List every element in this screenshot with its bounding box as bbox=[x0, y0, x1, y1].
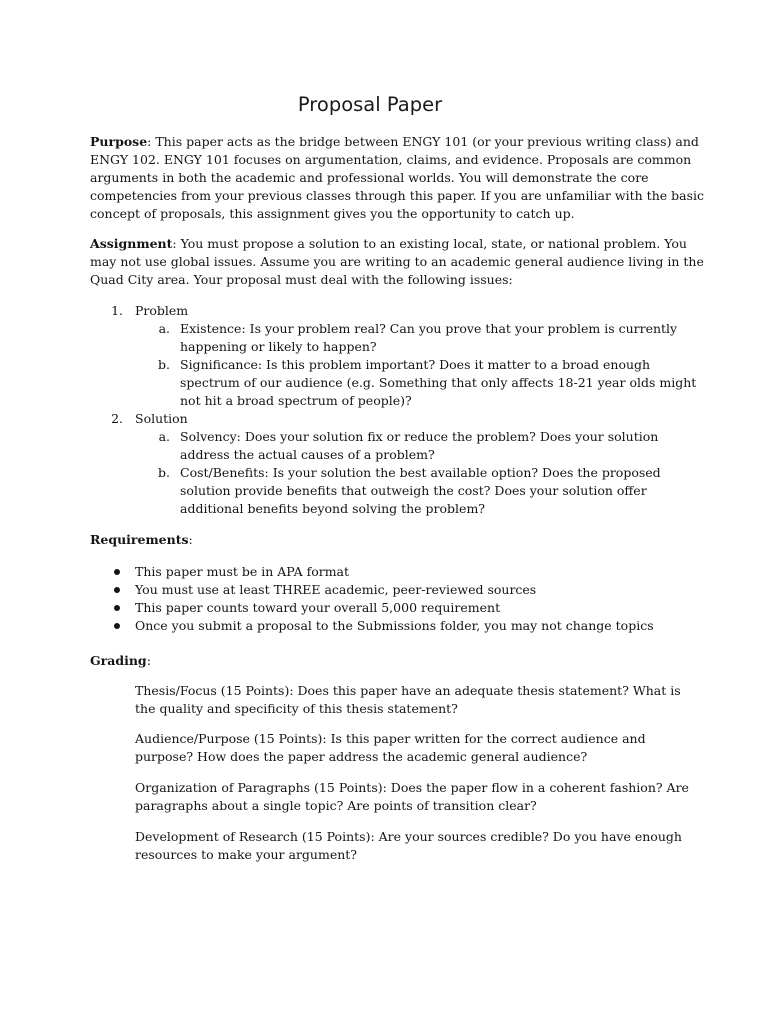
list-item-label: Problem bbox=[135, 303, 189, 318]
subitem-letter: b. bbox=[158, 357, 170, 372]
requirements-label: Requirements bbox=[90, 532, 189, 547]
subitem-text bbox=[180, 464, 700, 518]
grading-criterion-thesis bbox=[135, 682, 715, 718]
grading-heading bbox=[90, 652, 151, 670]
assignment-text: : You must propose a solution to an existing local, state, or national problem. You bbox=[172, 236, 687, 251]
assignment-paragraph bbox=[90, 235, 710, 289]
grading-criterion-organization bbox=[135, 779, 715, 815]
subitem-line: happening or likely to happen? bbox=[180, 339, 377, 354]
bullet-icon bbox=[114, 569, 120, 575]
grading-label: Grading bbox=[90, 653, 147, 668]
list-item: You must use at least THREE academic, peer-reviewed sources bbox=[135, 582, 537, 597]
list-number: 2. bbox=[111, 411, 123, 426]
subitem-line: additional benefits beyond solving the problem? bbox=[180, 501, 486, 516]
criterion-line: purpose? How does the paper address the academic general audience? bbox=[135, 749, 588, 764]
list-number: 1. bbox=[111, 303, 123, 318]
criterion-line: Development of Research (15 Points): Are your sources credible? Do you have enough bbox=[135, 829, 682, 844]
subitem-line: Cost/Benefits: Is your solution the best available option? Does the proposed bbox=[180, 465, 661, 480]
subitem-line: Existence: Is your problem real? Can you prove that your problem is currently bbox=[180, 321, 678, 336]
list-item: Once you submit a proposal to the Submissions folder, you may not change topics bbox=[135, 618, 654, 633]
assignment-line-1 bbox=[90, 235, 710, 253]
purpose-label: Purpose bbox=[90, 134, 148, 149]
assignment-label: Assignment bbox=[90, 236, 173, 251]
grading-criterion-research bbox=[135, 828, 715, 864]
purpose-line-1 bbox=[90, 133, 710, 151]
criterion-line: Thesis/Focus (15 Points): Does this paper have an adequate thesis statement? What is bbox=[135, 683, 681, 698]
subitem-line: address the actual causes of a problem? bbox=[180, 447, 435, 462]
requirements-heading bbox=[90, 531, 193, 549]
assignment-line-2: may not use global issues. Assume you are writing to an academic general audience living in the bbox=[90, 254, 704, 269]
purpose-line-4: competencies from your previous classes through this paper. If you are unfamiliar with the basic bbox=[90, 188, 704, 203]
page-title: Proposal Paper bbox=[297, 93, 443, 116]
subitem-text bbox=[180, 428, 700, 464]
bullet-icon bbox=[114, 587, 120, 593]
grading-colon: : bbox=[146, 653, 151, 668]
bullet-icon bbox=[114, 623, 120, 629]
subitem-text bbox=[180, 320, 700, 356]
criterion-line: resources to make your argument? bbox=[135, 847, 357, 862]
subitem-letter: a. bbox=[158, 321, 170, 336]
purpose-line-2: ENGY 102. ENGY 101 focuses on argumentation, claims, and evidence. Proposals are common bbox=[90, 152, 692, 167]
list-item: This paper counts toward your overall 5,000 requirement bbox=[135, 600, 501, 615]
subitem-text bbox=[180, 356, 700, 410]
list-item-label: Solution bbox=[135, 411, 188, 426]
requirements-colon: : bbox=[188, 532, 193, 547]
assignment-line-3: Quad City area. Your proposal must deal with the following issues: bbox=[90, 272, 513, 287]
subitem-line: solution provide benefits that outweigh the cost? Does your solution offer bbox=[180, 483, 647, 498]
subitem-line: Solvency: Does your solution fix or reduce the problem? Does your solution bbox=[180, 429, 659, 444]
purpose-line-3: arguments in both the academic and professional worlds. You will demonstrate the core bbox=[90, 170, 649, 185]
criterion-line: Organization of Paragraphs (15 Points): Does the paper flow in a coherent fashion? Are bbox=[135, 780, 689, 795]
list-item: This paper must be in APA format bbox=[135, 564, 350, 579]
subitem-line: Significance: Is this problem important? Does it matter to a broad enough bbox=[180, 357, 651, 372]
purpose-line-5: concept of proposals, this assignment gives you the opportunity to catch up. bbox=[90, 206, 575, 221]
bullet-icon bbox=[114, 605, 120, 611]
purpose-paragraph bbox=[90, 133, 710, 223]
subitem-letter: a. bbox=[158, 429, 170, 444]
purpose-text: : This paper acts as the bridge between ENGY 101 (or your previous writing class) and bbox=[147, 134, 699, 149]
criterion-line: Audience/Purpose (15 Points): Is this paper written for the correct audience and bbox=[135, 731, 646, 746]
subitem-line: not hit a broad spectrum of people)? bbox=[180, 393, 412, 408]
subitem-line: spectrum of our audience (e.g. Something that only affects 18-21 year olds might bbox=[180, 375, 697, 390]
grading-criterion-audience bbox=[135, 730, 715, 766]
criterion-line: the quality and specificity of this thesis statement? bbox=[135, 701, 458, 716]
subitem-letter: b. bbox=[158, 465, 170, 480]
criterion-line: paragraphs about a single topic? Are points of transition clear? bbox=[135, 798, 537, 813]
